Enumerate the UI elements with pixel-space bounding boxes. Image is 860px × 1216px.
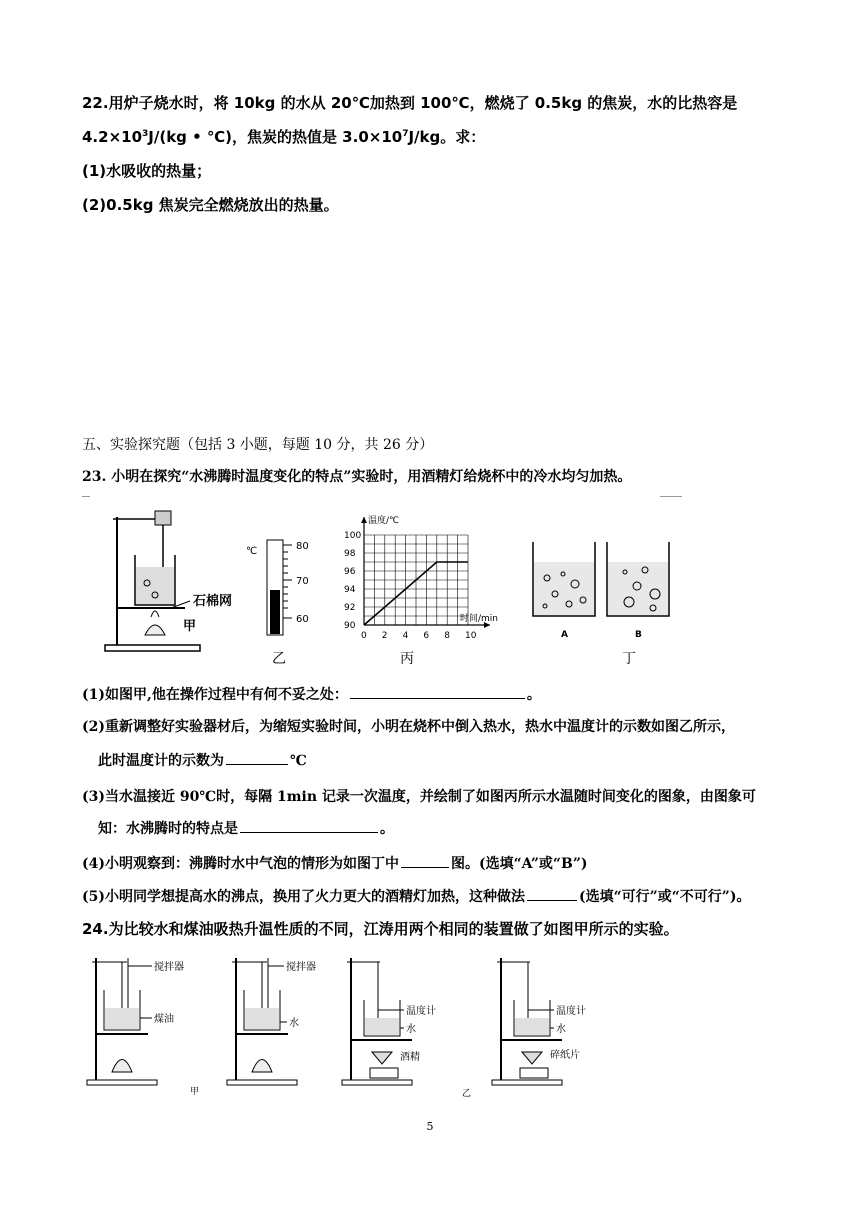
svg-text:乙: 乙 xyxy=(462,1089,472,1099)
q23-s3a: (3)当水温接近 90℃时，每隔 1min 记录一次温度，并绘制了如图丙所示水温随时间变化的图象，由图象可 xyxy=(82,789,756,805)
figure-ding-beakers xyxy=(525,538,675,643)
svg-text:80: 80 xyxy=(296,541,309,552)
svg-text:碎纸片: 碎纸片 xyxy=(550,1050,580,1061)
apparatus-water xyxy=(227,958,297,1085)
q23-s2b: 此时温度计的示数为 ℃ xyxy=(98,750,307,770)
jia-label: 甲 xyxy=(183,619,197,634)
y-tick-label: 94 xyxy=(344,585,356,595)
x-tick-label: 4 xyxy=(402,631,409,641)
answer-blank-2[interactable] xyxy=(226,750,288,765)
svg-text:60: 60 xyxy=(296,614,309,625)
x-tick-label: 8 xyxy=(444,631,450,641)
figure-jia-apparatus xyxy=(95,505,258,660)
q22-sub1: (1)水吸收的热量； xyxy=(82,162,212,180)
section-title: 五、实验探究题（包括 3 小题，每题 10 分，共 26 分） xyxy=(82,437,434,453)
svg-text:煤油: 煤油 xyxy=(154,1014,174,1025)
answer-blank-5[interactable] xyxy=(527,886,577,901)
ding-label: 丁 xyxy=(622,651,636,667)
y-tick-label: 96 xyxy=(344,567,356,577)
q23-s3b: 知：水沸腾时的特点是 。 xyxy=(98,818,394,838)
svg-text:甲: 甲 xyxy=(190,1087,200,1097)
x-tick-label: 6 xyxy=(423,631,430,641)
y-tick-label: 100 xyxy=(344,531,362,541)
beaker-b xyxy=(607,542,669,616)
x-tick-label: 10 xyxy=(465,631,477,641)
q23-s5: (5)小明同学想提高水的沸点，换用了火力更大的酒精灯加热，这种做法 (选填“可行”或“不可行”)。 xyxy=(82,886,750,906)
svg-text:B: B xyxy=(635,630,642,640)
figure-q24-apparatus xyxy=(82,952,622,1102)
q22-line2: $4.2\times 10^3J/(kg$ • ℃)，焦炭的热值是 $3.0\times 10^7J/kg$。求： xyxy=(82,128,486,146)
q24-intro: 24.为比较水和煤油吸热升温性质的不同，江涛用两个相同的装置做了如图甲所示的实验。 xyxy=(82,920,679,938)
q23-intro: 23. 小明在探究“水沸腾时温度变化的特点”实验时，用酒精灯给烧杯中的冷水均匀加热。 xyxy=(82,469,632,485)
yi-label: 乙 xyxy=(272,651,286,667)
q22-sub2: (2)0.5kg 焦炭完全燃烧放出的热量。 xyxy=(82,196,339,214)
svg-text:A: A xyxy=(561,630,568,640)
y-axis-label: 温度/℃ xyxy=(368,516,400,526)
y-tick-label: 92 xyxy=(344,603,356,613)
apparatus-kerosene xyxy=(87,958,157,1085)
svg-text:℃: ℃ xyxy=(246,546,258,557)
svg-text:70: 70 xyxy=(296,576,309,587)
y-tick-label: 90 xyxy=(344,621,356,631)
divider-right xyxy=(660,496,682,497)
svg-text:搅拌器: 搅拌器 xyxy=(154,962,184,973)
divider-left xyxy=(82,496,90,497)
y-axis-arrow xyxy=(361,517,367,523)
page-number: 5 xyxy=(426,1120,434,1133)
figure-yi-thermometer xyxy=(240,530,320,640)
bing-label: 丙 xyxy=(400,651,414,667)
q22-line1: 22.用炉子烧水时，将 10kg 的水从 20℃加热到 100℃，燃烧了 0.5kg 的焦炭，水的比热容是 xyxy=(82,94,738,112)
svg-text:水: 水 xyxy=(556,1024,566,1035)
apparatus-paper xyxy=(492,958,562,1085)
beaker-a xyxy=(533,542,595,616)
x-axis-label: 时间/min xyxy=(460,614,499,624)
svg-text:酒精: 酒精 xyxy=(400,1052,420,1063)
svg-text:温度计: 温度计 xyxy=(406,1006,436,1017)
q23-s4: (4)小明观察到：沸腾时水中气泡的情形为如图丁中 图。(选填“A”或“B”) xyxy=(82,853,588,873)
y-tick-label: 98 xyxy=(344,549,356,559)
svg-text:搅拌器: 搅拌器 xyxy=(286,962,316,973)
answer-blank-4[interactable] xyxy=(401,853,449,868)
asbestos-label: 石棉网 xyxy=(193,594,233,609)
svg-text:温度计: 温度计 xyxy=(556,1006,586,1017)
svg-text:水: 水 xyxy=(289,1018,299,1029)
figure-bing-chart xyxy=(340,505,510,650)
q23-s1: (1)如图甲,他在操作过程中有何不妥之处： 。 xyxy=(82,684,541,704)
apparatus-alcohol xyxy=(342,958,412,1085)
answer-blank-3[interactable] xyxy=(240,818,378,833)
x-tick-label: 0 xyxy=(361,631,367,641)
q23-s2a: (2)重新调整好实验器材后，为缩短实验时间，小明在烧杯中倒入热水，热水中温度计的示数如图乙所示， xyxy=(82,719,735,735)
answer-blank-1[interactable] xyxy=(350,684,525,699)
x-tick-label: 2 xyxy=(381,631,388,641)
svg-text:水: 水 xyxy=(406,1024,416,1035)
